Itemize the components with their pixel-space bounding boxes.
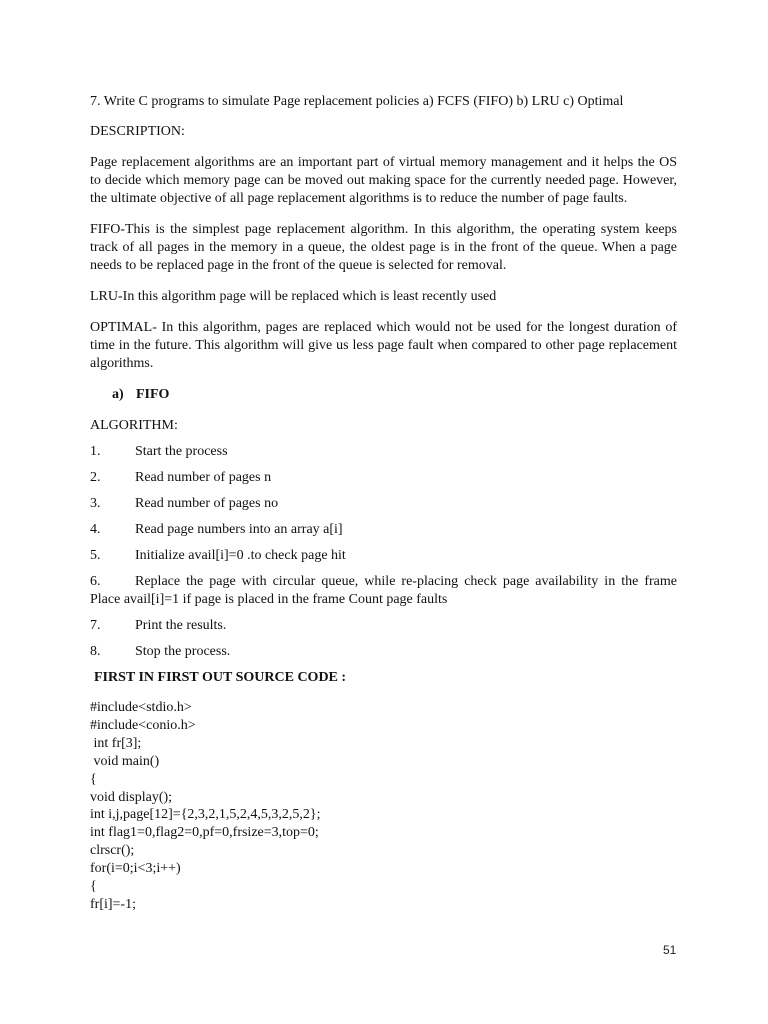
code-line: #include<stdio.h> — [90, 700, 192, 715]
step-text: Replace the page with circular queue, while re-placing check page availability in the frame Place avail[i]=1 if page is placed in the frame Count page faults — [90, 574, 677, 607]
code-line: void main() — [90, 753, 160, 769]
algorithm-step — [90, 469, 677, 487]
step-number: 6. — [90, 574, 101, 589]
description-label: DESCRIPTION: — [90, 124, 185, 139]
code-line: #include<conio.h> — [90, 717, 196, 733]
step-number: 2. — [90, 470, 101, 485]
source-code-heading: FIRST IN FIRST OUT SOURCE CODE : — [94, 670, 347, 685]
step-number: 7. — [90, 618, 101, 633]
algorithm-label: ALGORITHM: — [90, 418, 178, 433]
code-line: int fr[3]; — [90, 735, 142, 751]
algorithm-step — [90, 521, 677, 539]
step-number: 8. — [90, 644, 101, 659]
step-text: Initialize avail[i]=0 .to check page hit — [135, 548, 346, 563]
code-line: int i,j,page[12]={2,3,2,1,5,2,4,5,3,2,5,2}; — [90, 807, 321, 823]
code-line: int flag1=0,flag2=0,pf=0,frsize=3,top=0; — [90, 825, 319, 841]
algorithm-step — [90, 443, 677, 461]
code-line: void display(); — [90, 789, 173, 805]
exercise-title: 7. Write C programs to simulate Page replacement policies a) FCFS (FIFO) b) LRU c) Optimal — [90, 94, 624, 109]
algorithm-step — [90, 573, 677, 609]
page-number: 51 — [663, 943, 677, 957]
code-line: fr[i]=-1; — [90, 896, 136, 912]
code-line: { — [90, 879, 97, 895]
paragraph-lru: LRU-In this algorithm page will be replaced which is least recently used — [90, 289, 497, 304]
code-line: for(i=0;i<3;i++) — [90, 861, 181, 877]
step-number: 3. — [90, 496, 101, 511]
step-text: Start the process — [135, 444, 228, 459]
section-heading-fifo — [112, 386, 677, 404]
algorithm-step — [90, 643, 677, 661]
step-text: Read number of pages no — [135, 496, 279, 511]
paragraph-overview: Page replacement algorithms are an important part of virtual memory management and it helps the OS to decide which memory page can be moved out making space for the currently needed page. However, the ultimate objective of all page replacement algorithms is to reduce the number of page faults. — [90, 155, 677, 206]
step-text: Stop the process. — [135, 644, 231, 659]
step-number: 4. — [90, 522, 101, 537]
code-line: { — [90, 771, 97, 787]
algorithm-steps — [90, 443, 677, 661]
algorithm-step — [90, 495, 677, 513]
section-label: FIFO — [136, 387, 170, 402]
step-text: Read number of pages n — [135, 470, 272, 485]
paragraph-optimal: OPTIMAL- In this algorithm, pages are replaced which would not be used for the longest duration of time in the future. This algorithm will give us less page fault when compared to other page replacement algorithms. — [90, 320, 677, 371]
step-text: Read page numbers into an array a[i] — [135, 522, 343, 537]
paragraph-fifo: FIFO-This is the simplest page replacement algorithm. In this algorithm, the operating system keeps track of all pages in the memory in a queue, the oldest page is in the front of the queue. When a page needs to be replaced page in the front of the queue is selected for removal. — [90, 222, 677, 273]
section-number: a) — [112, 387, 124, 402]
page-content — [90, 93, 677, 914]
code-block — [90, 699, 677, 914]
code-line: clrscr(); — [90, 843, 135, 859]
step-number: 5. — [90, 548, 101, 563]
algorithm-step — [90, 617, 677, 635]
algorithm-step — [90, 547, 677, 565]
step-number: 1. — [90, 444, 101, 459]
step-text: Print the results. — [135, 618, 227, 633]
